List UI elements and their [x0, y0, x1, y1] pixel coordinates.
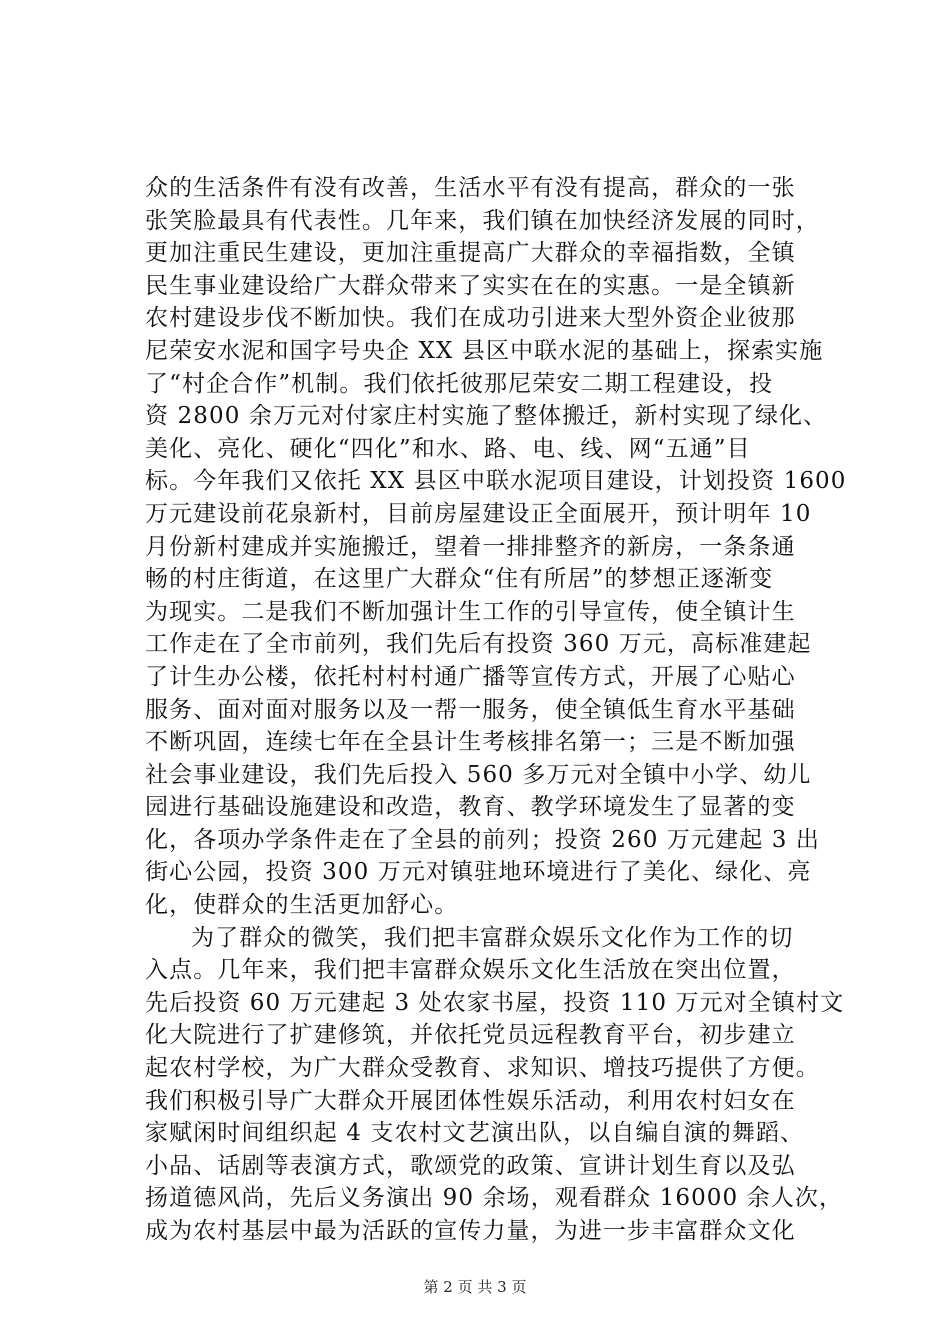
text-line: 美化、亮化、硬化“四化”和水、路、电、线、网“五通”目 [145, 435, 751, 462]
text-line: 为现实。二是我们不断加强计生工作的引导宣传，使全镇计生 [145, 598, 796, 625]
text-line: 资 2800 余万元对付家庄村实施了整体搬迁，新村实现了绿化、 [145, 403, 828, 430]
text-line: 畅的村庄街道，在这里广大群众“住有所居”的梦想正逐渐变 [145, 566, 774, 593]
text-line: 社会事业建设，我们先后投入 560 多万元对全镇中小学、幼儿 [145, 761, 812, 788]
text-line: 万元建设前花泉新村，目前房屋建设正全面展开，预计明年 10 [145, 500, 812, 527]
text-line: 了计生办公楼，依托村村村通广播等宣传方式，开展了心贴心 [145, 663, 796, 690]
text-line: 民生事业建设给广大群众带来了实实在在的实惠。一是全镇新 [145, 272, 796, 299]
text-line: 标。今年我们又依托 XX 县区中联水泥项目建设，计划投资 1600 [145, 468, 847, 495]
text-line: 尼荣安水泥和国字号央企 XX 县区中联水泥的基础上，探索实施 [145, 337, 824, 364]
text-line: 不断巩固，连续七年在全县计生考核排名第一；三是不断加强 [145, 729, 796, 756]
text-line: 化，各项办学条件走在了全县的前列；投资 260 万元建起 3 出 [145, 826, 820, 853]
text-line: 成为农村基层中最为活跃的宣传力量，为进一步丰富群众文化 [145, 1218, 796, 1244]
text-line: 服务、面对面对服务以及一帮一服务，使全镇低生育水平基础 [145, 696, 796, 723]
text-line: 起农村学校，为广大群众受教育、求知识、增技巧提供了方便。 [145, 1055, 820, 1082]
text-line: 我们积极引导广大群众开展团体性娱乐活动，利用农村妇女在 [145, 1087, 796, 1114]
text-line: 入点。几年来，我们把丰富群众娱乐文化生活放在突出位置， [145, 957, 796, 984]
text-line: 街心公园，投资 300 万元对镇驻地环境进行了美化、绿化、亮 [145, 859, 812, 886]
text-line: 众的生活条件有没有改善，生活水平有没有提高，群众的一张 [145, 175, 796, 201]
text-line: 先后投资 60 万元建起 3 处农家书屋，投资 110 万元对全镇村文 [145, 989, 845, 1016]
text-line: 工作走在了全市前列，我们先后有投资 360 万元，高标准建起 [145, 631, 812, 658]
text-line: 家赋闲时间组织起 4 支农村文艺演出队，以自编自演的舞蹈、 [145, 1120, 805, 1147]
document-body [145, 172, 847, 1248]
text-line: 化大院进行了扩建修筑，并依托党员远程教育平台，初步建立 [145, 1022, 796, 1049]
text-line: 月份新村建成并实施搬迁，望着一排排整齐的新房，一条条通 [145, 533, 796, 560]
paragraph-start-line: 为了群众的微笑，我们把丰富群众娱乐文化作为工作的切 [191, 924, 794, 951]
text-line: 农村建设步伐不断加快。我们在成功引进来大型外资企业彼那 [145, 305, 796, 332]
text-line: 小品、话剧等表演方式，歌颂党的政策、宣讲计划生育以及弘 [145, 1152, 796, 1179]
text-line: 化，使群众的生活更加舒心。 [145, 892, 459, 919]
text-line: 园进行基础设施建设和改造，教育、教学环境发生了显著的变 [145, 794, 796, 821]
page-number-label: 第 2 页 共 3 页 [423, 1278, 527, 1296]
page-footer [0, 1276, 950, 1297]
text-line: 扬道德风尚，先后义务演出 90 余场，观看群众 16000 余人次， [145, 1185, 844, 1212]
text-line: 张笑脸最具有代表性。几年来，我们镇在加快经济发展的同时， [145, 207, 820, 234]
text-line: 了“村企合作”机制。我们依托彼那尼荣安二期工程建设，投 [145, 370, 774, 397]
text-line: 更加注重民生建设，更加注重提高广大群众的幸福指数，全镇 [145, 240, 796, 267]
